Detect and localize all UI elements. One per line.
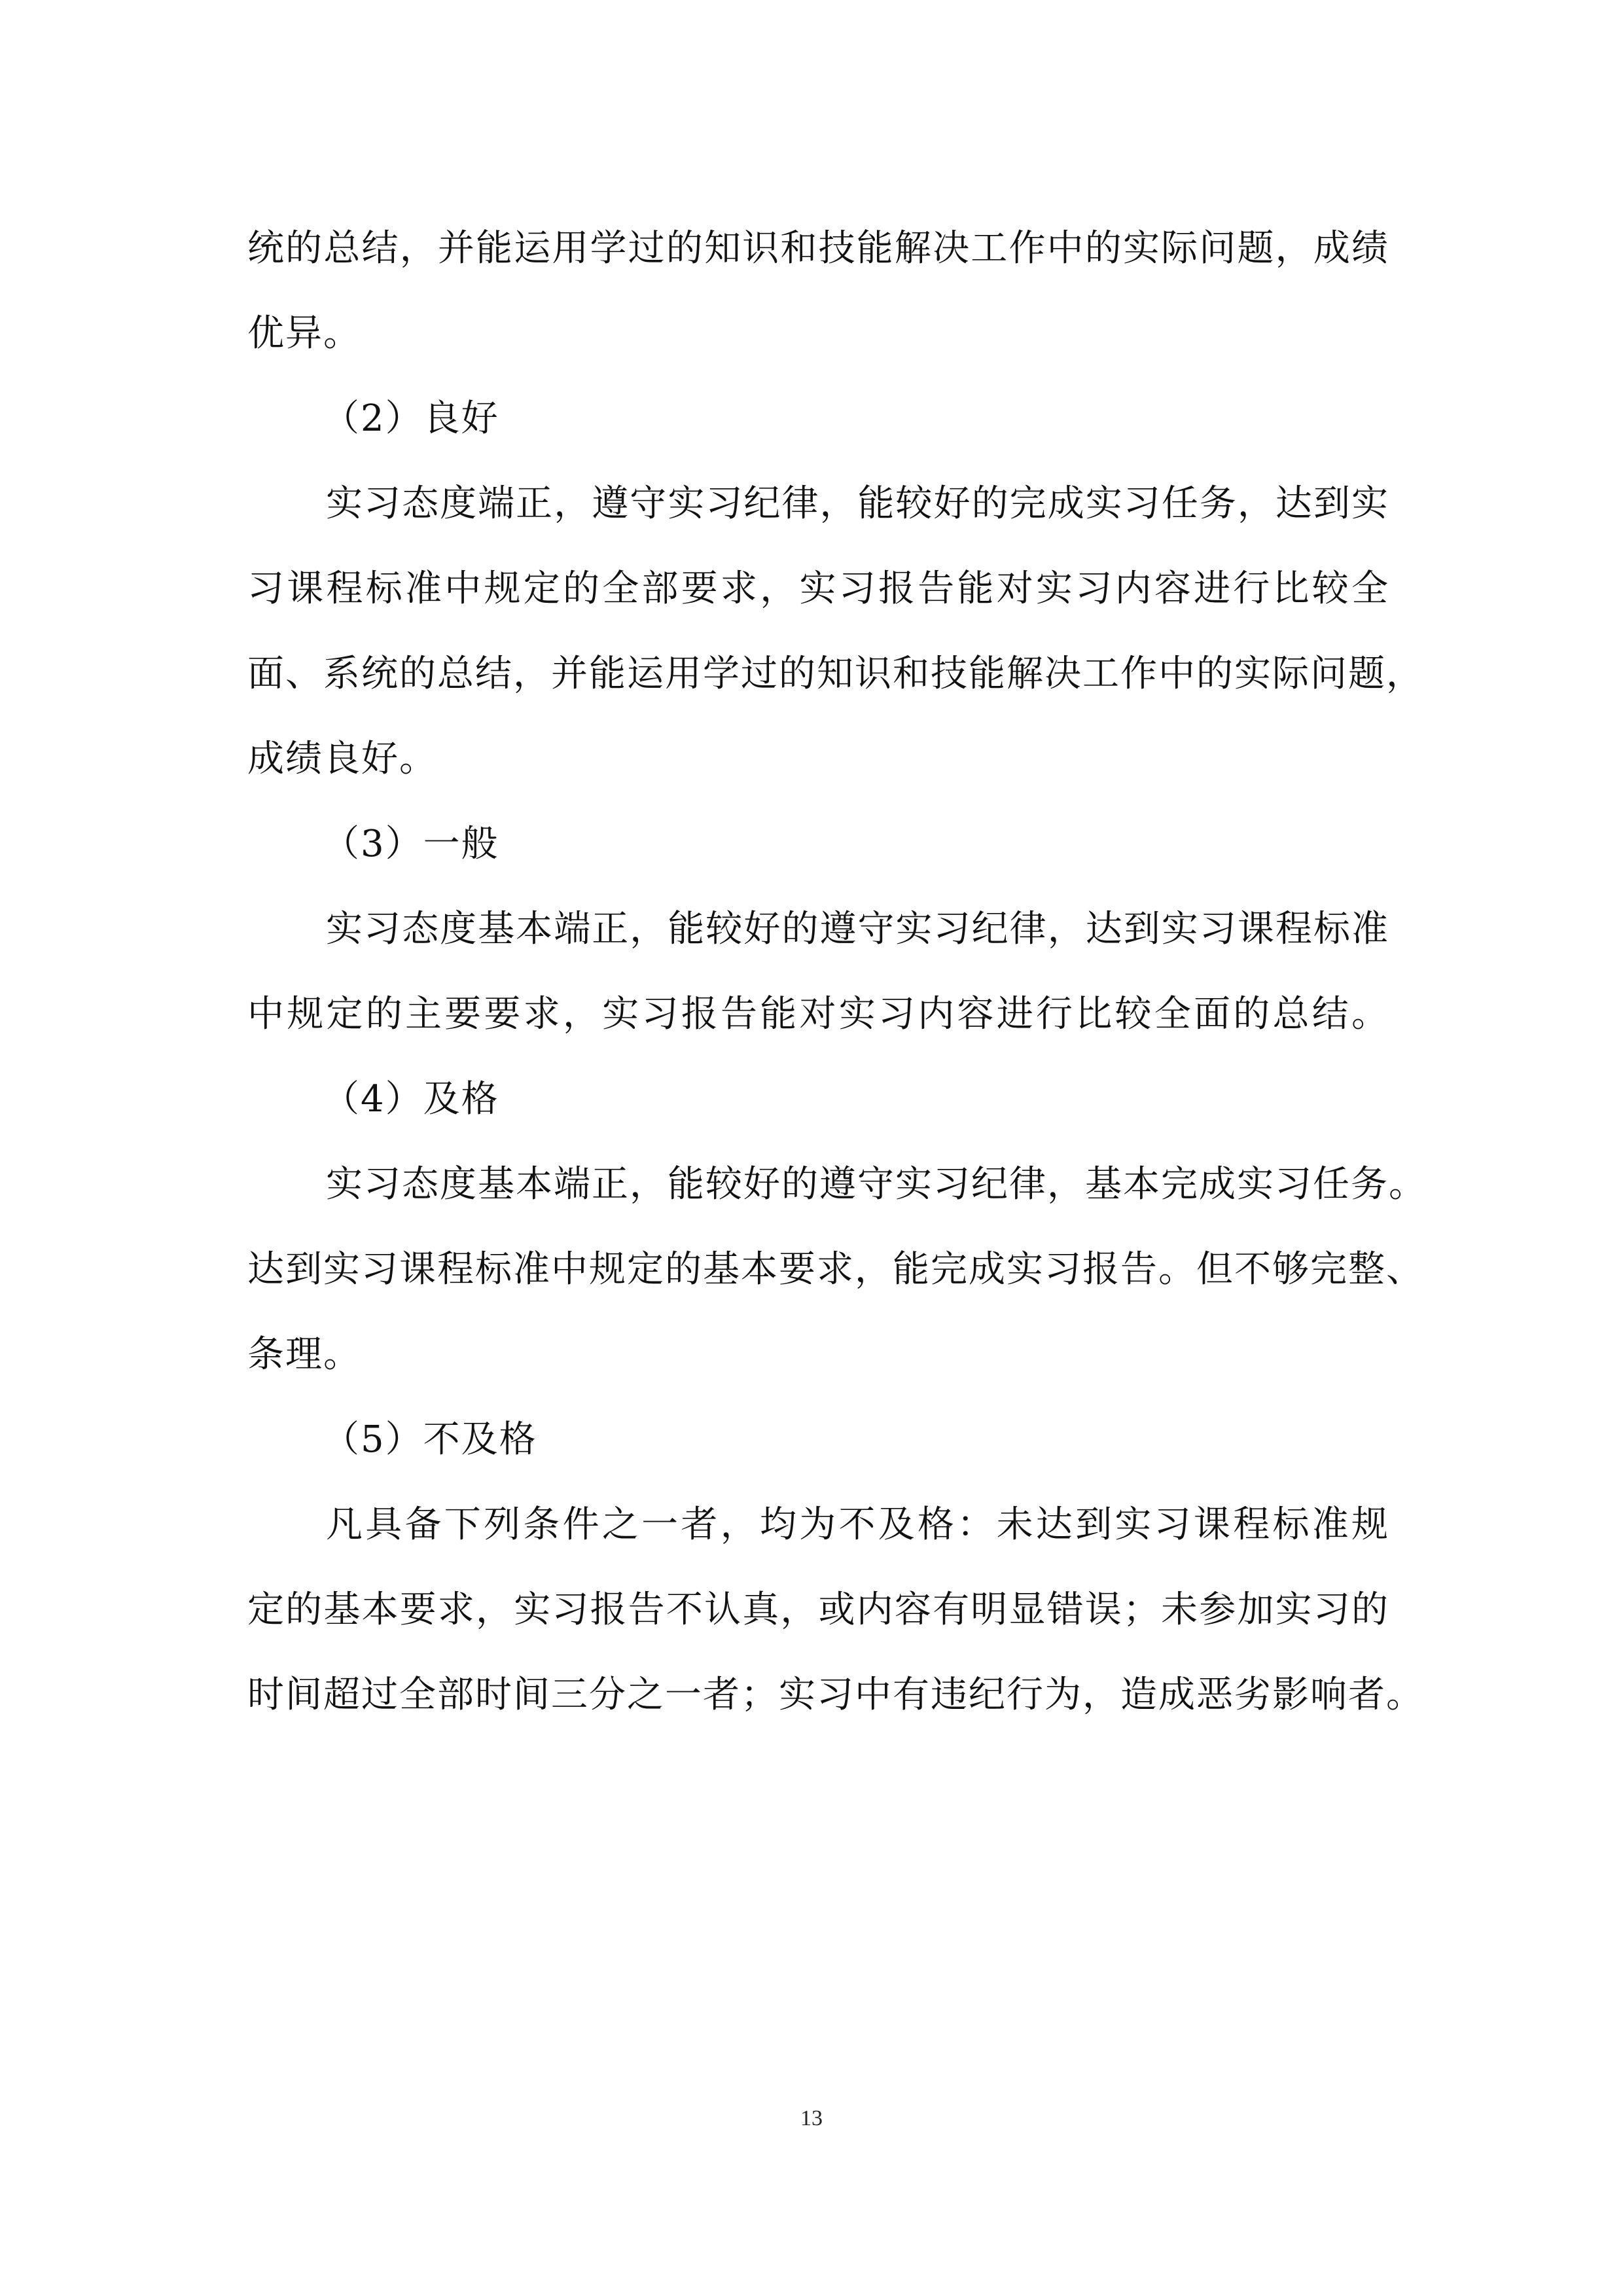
section-heading-good: （2）良好 <box>323 397 499 440</box>
section-heading-pass: （4）及格 <box>323 1078 499 1121</box>
text-line: 时间超过全部时间三分之一者；实习中有违纪行为，造成恶劣影响者。 <box>247 1674 1424 1716</box>
section-heading-average: （3）一般 <box>323 823 499 865</box>
text-line: 定的基本要求，实习报告不认真，或内容有明显错误；未参加实习的 <box>247 1588 1389 1631</box>
text-line: 条理。 <box>247 1333 361 1376</box>
text-line: 达到实习课程标准中规定的基本要求，能完成实习报告。但不够完整、 <box>247 1248 1424 1291</box>
text-line: 实习态度端正，遵守实习纪律，能较好的完成实习任务，达到实 <box>326 482 1389 525</box>
text-line: 面、系统的总结，并能运用学过的知识和技能解决工作中的实际问题， <box>247 653 1424 695</box>
text-line: 优异。 <box>247 312 361 355</box>
text-line: 中规定的主要要求，实习报告能对实习内容进行比较全面的总结。 <box>247 993 1389 1035</box>
text-line: 统的总结，并能运用学过的知识和技能解决工作中的实际问题，成绩 <box>247 227 1389 270</box>
text-line: 实习态度基本端正，能较好的遵守实习纪律，达到实习课程标准 <box>326 908 1389 950</box>
text-line: 实习态度基本端正，能较好的遵守实习纪律，基本完成实习任务。 <box>326 1163 1427 1206</box>
text-line: 成绩良好。 <box>247 738 437 780</box>
body-text <box>247 206 1427 1738</box>
section-heading-fail: （5）不及格 <box>323 1418 537 1461</box>
text-line: 习课程标准中规定的全部要求，实习报告能对实习内容进行比较全 <box>247 567 1389 610</box>
page-number: 13 <box>800 2106 823 2130</box>
text-line: 凡具备下列条件之一者，均为不及格：未达到实习课程标准规 <box>326 1503 1389 1546</box>
